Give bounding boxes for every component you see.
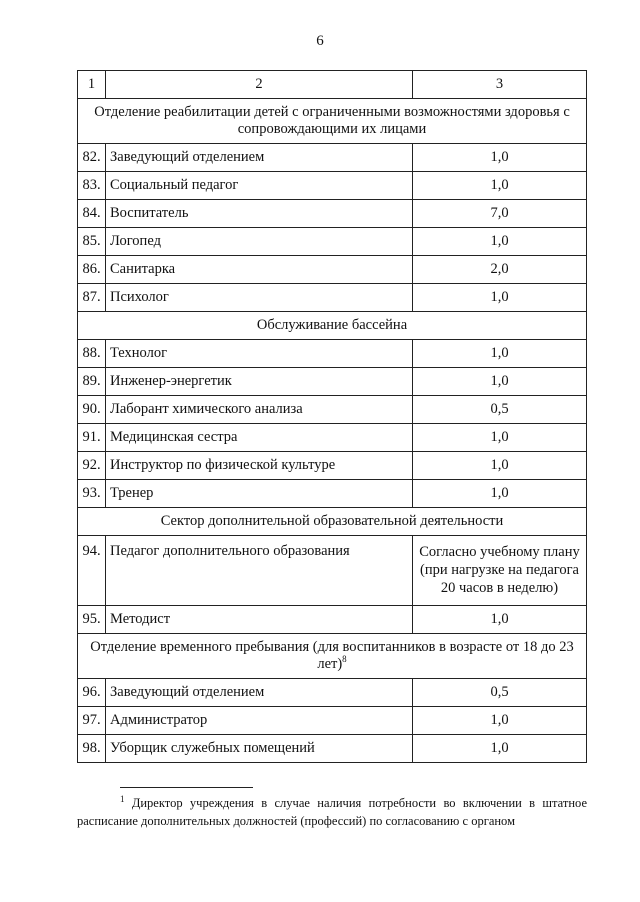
table-header-row bbox=[78, 71, 587, 99]
table-row bbox=[78, 340, 587, 368]
row-quantity: 1,0 bbox=[413, 144, 587, 172]
row-number: 88. bbox=[78, 340, 106, 368]
footnote-divider bbox=[120, 787, 253, 788]
table-row bbox=[78, 228, 587, 256]
row-quantity: 1,0 bbox=[413, 452, 587, 480]
row-position: Медицинская сестра bbox=[106, 424, 413, 452]
row-quantity: 0,5 bbox=[413, 679, 587, 707]
table-row bbox=[78, 172, 587, 200]
row-quantity: 1,0 bbox=[413, 707, 587, 735]
row-number: 95. bbox=[78, 606, 106, 634]
section-title-pool: Обслуживание бассейна bbox=[78, 312, 587, 340]
row-number: 84. bbox=[78, 200, 106, 228]
row-number: 83. bbox=[78, 172, 106, 200]
table-row bbox=[78, 536, 587, 606]
row-position: Санитарка bbox=[106, 256, 413, 284]
row-number: 87. bbox=[78, 284, 106, 312]
row-position: Тренер bbox=[106, 480, 413, 508]
row-position: Администратор bbox=[106, 707, 413, 735]
section-row bbox=[78, 312, 587, 340]
row-quantity: 1,0 bbox=[413, 735, 587, 763]
footnote-marker: 1 bbox=[120, 793, 125, 804]
row-quantity: 1,0 bbox=[413, 368, 587, 396]
row-position: Психолог bbox=[106, 284, 413, 312]
row-position: Заведующий отделением bbox=[106, 679, 413, 707]
row-number: 94. bbox=[78, 536, 106, 606]
row-quantity: 2,0 bbox=[413, 256, 587, 284]
row-number: 93. bbox=[78, 480, 106, 508]
table-row bbox=[78, 396, 587, 424]
row-number: 89. bbox=[78, 368, 106, 396]
row-position: Логопед bbox=[106, 228, 413, 256]
column-header-quantity: 3 bbox=[413, 71, 587, 99]
footnote bbox=[77, 794, 587, 830]
section-title-additional-education: Сектор дополнительной образовательной деятельности bbox=[78, 508, 587, 536]
row-number: 91. bbox=[78, 424, 106, 452]
footnote-text: Директор учреждения в случае наличия потребности во включении в штатное расписание дополнительных должностей (профессий) по согласованию с органом bbox=[77, 796, 587, 828]
row-position: Воспитатель bbox=[106, 200, 413, 228]
row-number: 92. bbox=[78, 452, 106, 480]
table-row bbox=[78, 707, 587, 735]
table-row bbox=[78, 480, 587, 508]
row-number: 86. bbox=[78, 256, 106, 284]
table-row bbox=[78, 424, 587, 452]
row-quantity: 1,0 bbox=[413, 606, 587, 634]
row-quantity: 1,0 bbox=[413, 480, 587, 508]
row-number: 90. bbox=[78, 396, 106, 424]
row-quantity: 1,0 bbox=[413, 228, 587, 256]
row-quantity: Согласно учебному плану (при нагрузке на педагога 20 часов в неделю) bbox=[413, 536, 587, 606]
section-title-rehabilitation: Отделение реабилитации детей с ограниченными возможностями здоровья с сопровождающими их лицами bbox=[78, 99, 587, 144]
section-row bbox=[78, 99, 587, 144]
table-row bbox=[78, 735, 587, 763]
page-number: 6 bbox=[316, 33, 324, 49]
row-quantity: 7,0 bbox=[413, 200, 587, 228]
row-position: Уборщик служебных помещений bbox=[106, 735, 413, 763]
row-position: Технолог bbox=[106, 340, 413, 368]
table-row bbox=[78, 200, 587, 228]
table-row bbox=[78, 144, 587, 172]
row-quantity: 1,0 bbox=[413, 340, 587, 368]
section-row bbox=[78, 508, 587, 536]
row-position: Лаборант химического анализа bbox=[106, 396, 413, 424]
row-quantity: 1,0 bbox=[413, 424, 587, 452]
row-number: 85. bbox=[78, 228, 106, 256]
table-row bbox=[78, 606, 587, 634]
table-row bbox=[78, 452, 587, 480]
staffing-table bbox=[77, 70, 587, 763]
row-position: Социальный педагог bbox=[106, 172, 413, 200]
table-row bbox=[78, 284, 587, 312]
row-position: Инженер-энергетик bbox=[106, 368, 413, 396]
row-number: 96. bbox=[78, 679, 106, 707]
row-position: Методист bbox=[106, 606, 413, 634]
section-title-temporary-stay bbox=[78, 634, 587, 679]
section-row bbox=[78, 634, 587, 679]
footnote-reference: 8 bbox=[342, 654, 347, 665]
row-number: 82. bbox=[78, 144, 106, 172]
row-quantity: 1,0 bbox=[413, 284, 587, 312]
row-position: Инструктор по физической культуре bbox=[106, 452, 413, 480]
row-quantity: 1,0 bbox=[413, 172, 587, 200]
table-row bbox=[78, 679, 587, 707]
table-row bbox=[78, 256, 587, 284]
row-position: Заведующий отделением bbox=[106, 144, 413, 172]
row-position: Педагог дополнительного образования bbox=[106, 536, 413, 606]
row-number: 97. bbox=[78, 707, 106, 735]
section-title-text: Отделение временного пребывания (для воспитанников в возрасте от 18 до 23 лет) bbox=[90, 639, 574, 672]
column-header-number: 1 bbox=[78, 71, 106, 99]
table-row bbox=[78, 368, 587, 396]
column-header-position: 2 bbox=[106, 71, 413, 99]
row-number: 98. bbox=[78, 735, 106, 763]
row-quantity: 0,5 bbox=[413, 396, 587, 424]
